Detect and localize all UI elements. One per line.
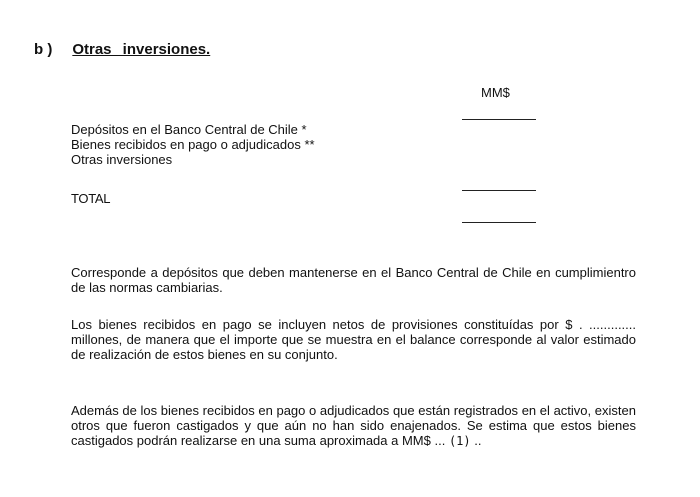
investment-items-list	[71, 122, 315, 167]
note-reference-1: (1)	[448, 434, 471, 448]
section-marker: b )	[34, 41, 53, 58]
amount-rule-total	[462, 222, 536, 223]
unit-label: MM$	[481, 85, 510, 100]
note-ending: ..	[474, 433, 482, 448]
note-deposits: Corresponde a depósitos que deben mantenerse en el Banco Central de Chile en cumplimientro de las normas cambiarias.	[71, 265, 636, 295]
section-title: Otras inversiones.	[72, 41, 211, 58]
amount-rule-top	[462, 119, 536, 120]
note-written-off-assets	[71, 403, 636, 449]
note-written-off-text: Además de los bienes recibidos en pago o adjudicados que están registrados en el activo, existen otros que fueron castigados y que aún no han sido enajenados. Se estima que estos bienes castigados podrán realizarse en una suma aproximada a MM$ ...	[71, 403, 636, 448]
total-label: TOTAL	[71, 191, 111, 206]
item-received-assets: Bienes recibidos en pago o adjudicados **	[71, 137, 315, 152]
item-other-investments: Otras inversiones	[71, 152, 173, 167]
item-deposits: Depósitos en el Banco Central de Chile *	[71, 122, 307, 137]
note-provisions: Los bienes recibidos en pago se incluyen netos de provisiones constituídas por $ . ............. millones, de manera que el importe que se muestra en el balance corresponde al valor estimado de realización de estos bienes en su conjunto.	[71, 317, 636, 362]
amount-rule-subtotal	[462, 190, 536, 191]
section-heading	[34, 41, 210, 58]
